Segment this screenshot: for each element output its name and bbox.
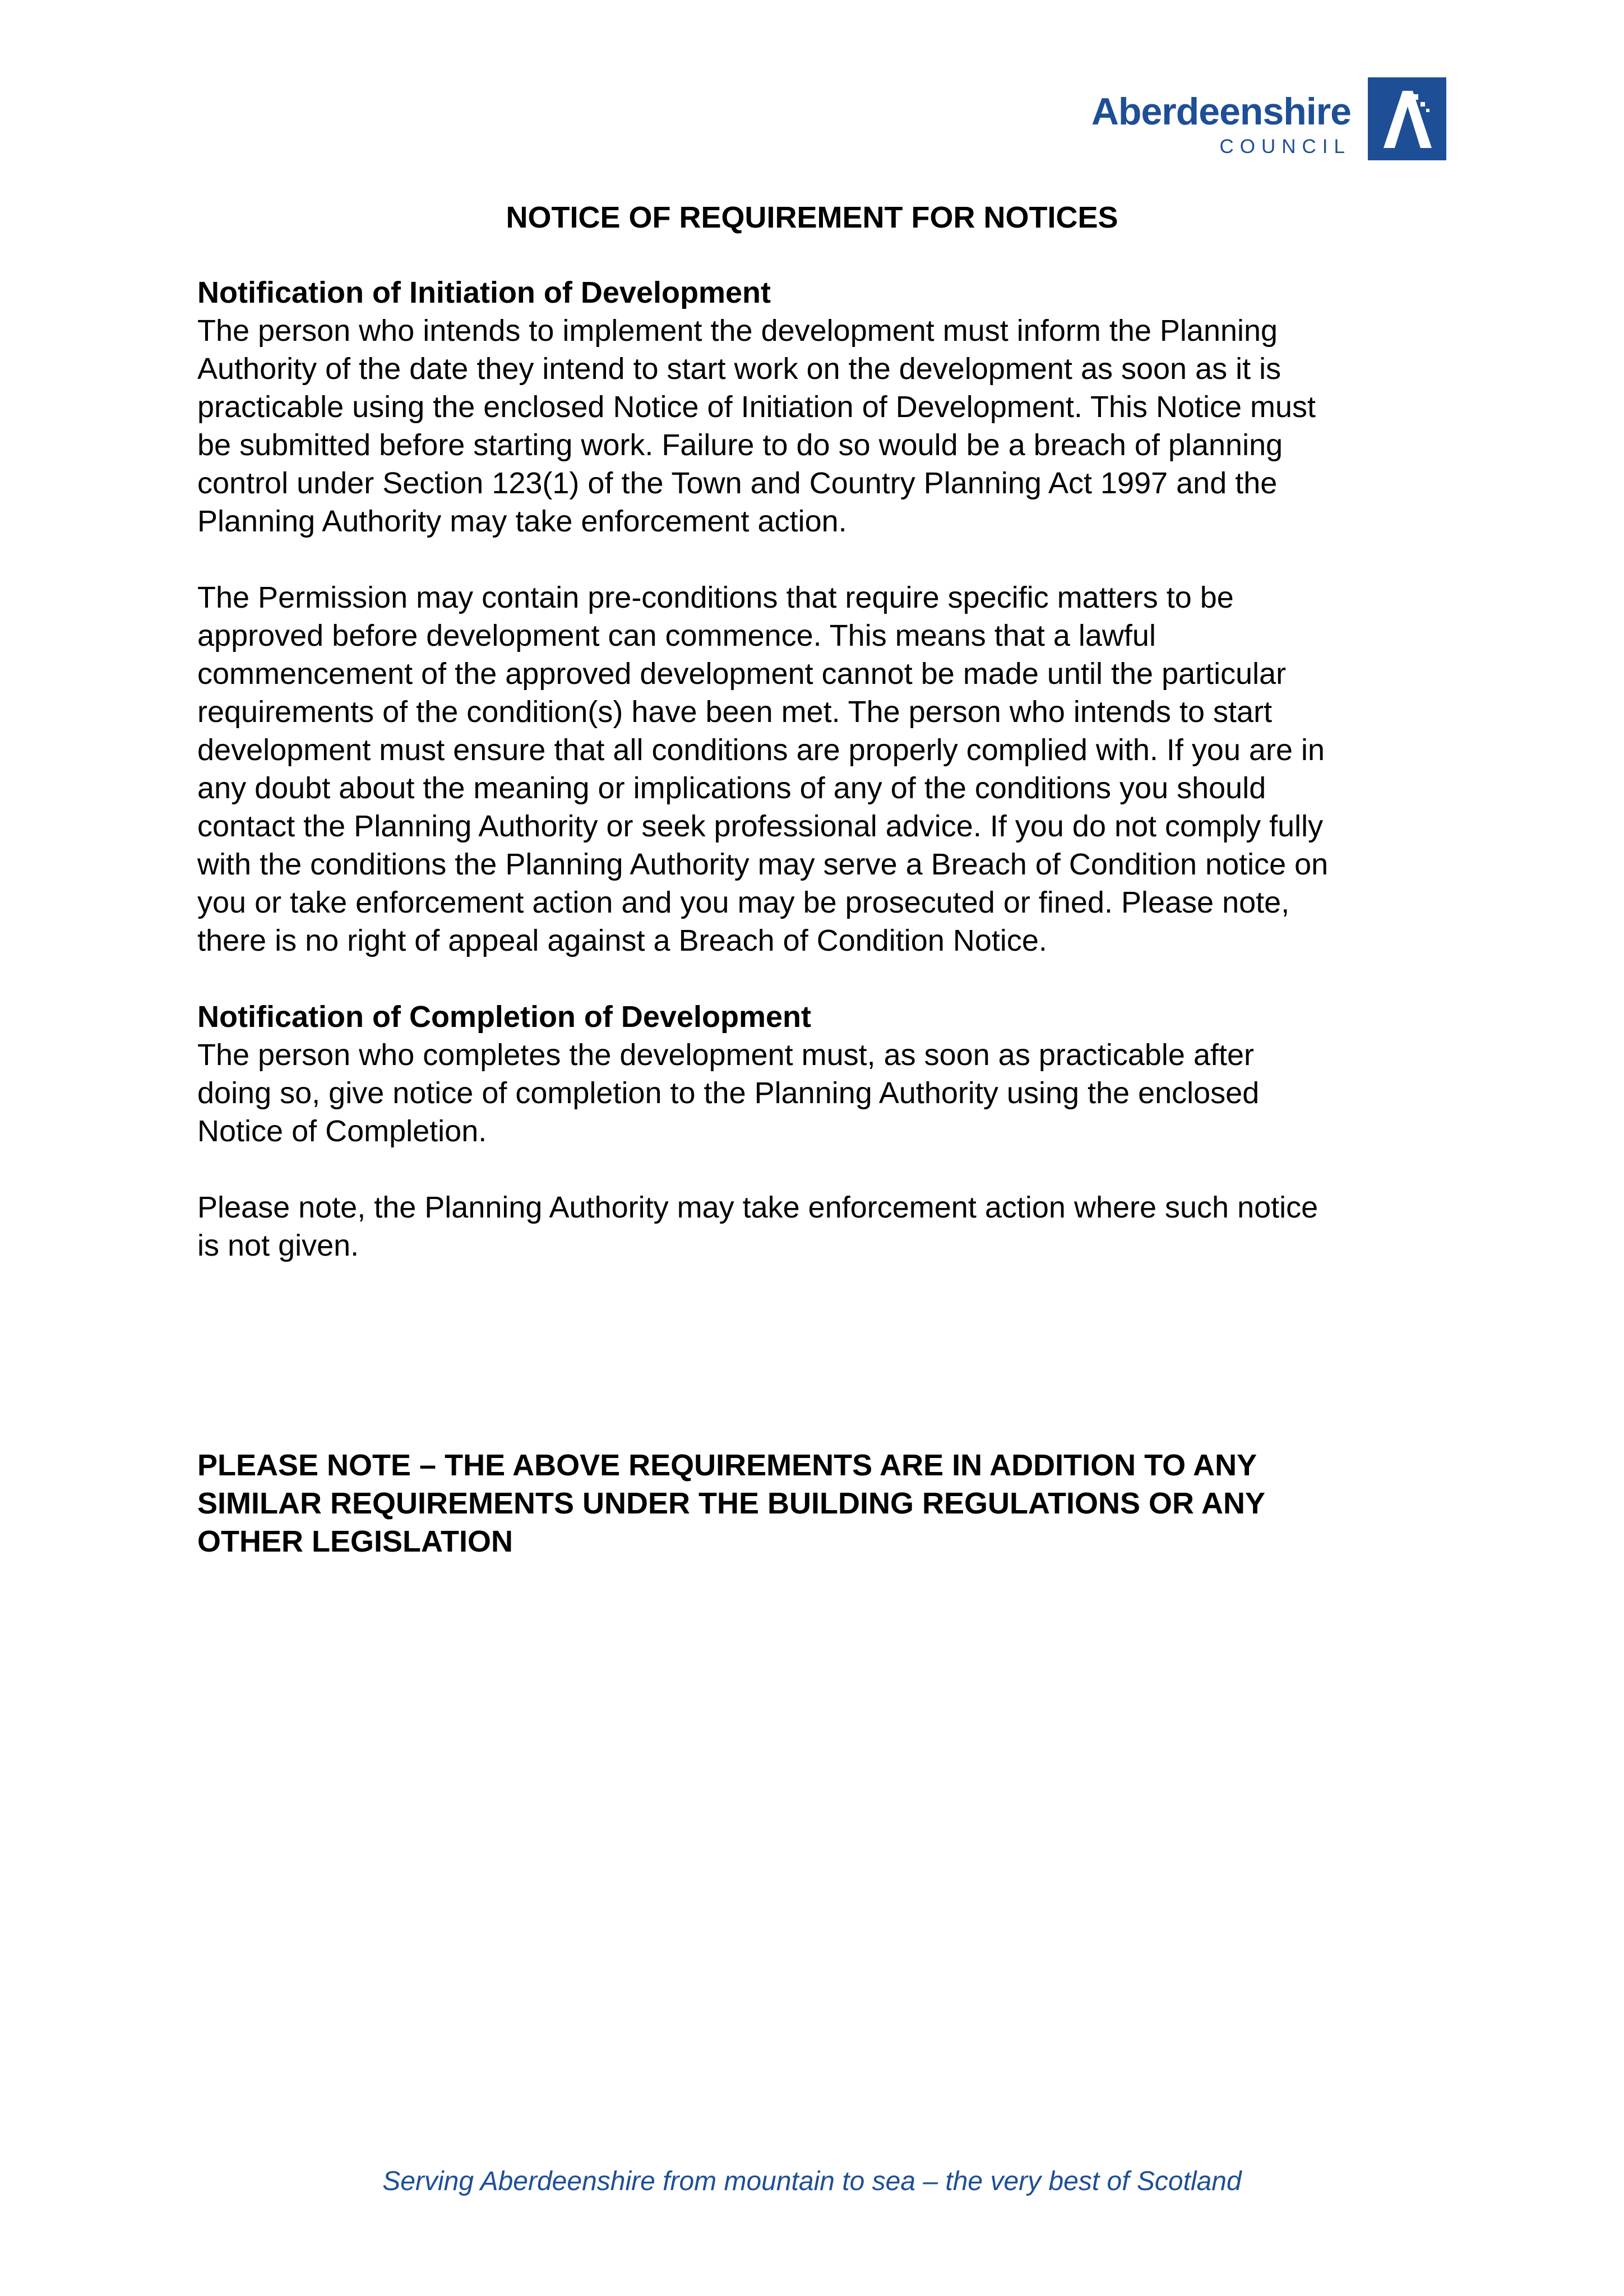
footer-slogan: Serving Aberdeenshire from mountain to sea – the very best of Scotland: [382, 2167, 1242, 2196]
completion-heading: Notification of Completion of Development: [197, 1000, 811, 1034]
legislation-note: PLEASE NOTE – THE ABOVE REQUIREMENTS ARE IN ADDITION TO ANY SIMILAR REQUIREMENTS UNDER THE BUILDING REGULATIONS OR ANY OTHER LEGISLATION: [197, 1448, 1266, 1558]
document-body: [197, 274, 1447, 1265]
initiation-paragraph: The person who intends to implement the development must inform the Planning Authority of the date they intend to start work on the development as soon as it is practicable using the enclosed Notice of Initiation of Development. This Notice must be submitted before starting work. Failure to do so would be a breach of planning control under Section 123(1) of the Town and Country Planning Act 1997 and the Planning Authority may take enforcement action.: [197, 314, 1316, 538]
council-logo: [1054, 77, 1446, 163]
aberdeenshire-a-icon: [1368, 77, 1446, 160]
initiation-heading: Notification of Initiation of Development: [197, 276, 771, 309]
paragraph-spacer: [197, 1150, 1447, 1188]
paragraph-spacer: [197, 540, 1447, 578]
logo-name: Aberdeenshire: [1091, 90, 1351, 133]
paragraph-spacer: [197, 960, 1447, 998]
enforcement-paragraph: Please note, the Planning Authority may take enforcement action where such notice is not given.: [197, 1191, 1318, 1262]
logo-subtitle: COUNCIL: [1219, 136, 1351, 158]
preconditions-paragraph: The Permission may contain pre-conditions that require specific matters to be approved before development can commence. This means that a lawful commencement of the approved development cannot be made until the particular requirements of the condition(s) have been met. The person who intends to start development must ensure that all conditions are properly complied with. If you are in any doubt about the meaning or implications of any of the conditions you should contact the Planning Authority or seek professional advice. If you do not comply fully with the conditions the Planning Authority may serve a Breach of Condition notice on you or take enforcement action and you may be prosecuted or fined. Please note, there is no right of appeal against a Breach of Condition Notice.: [197, 581, 1329, 957]
completion-paragraph: The person who completes the development must, as soon as practicable after doing so, give notice of completion to the Planning Authority using the enclosed Notice of Completion.: [197, 1038, 1260, 1148]
document-title: NOTICE OF REQUIREMENT FOR NOTICES: [506, 201, 1118, 234]
